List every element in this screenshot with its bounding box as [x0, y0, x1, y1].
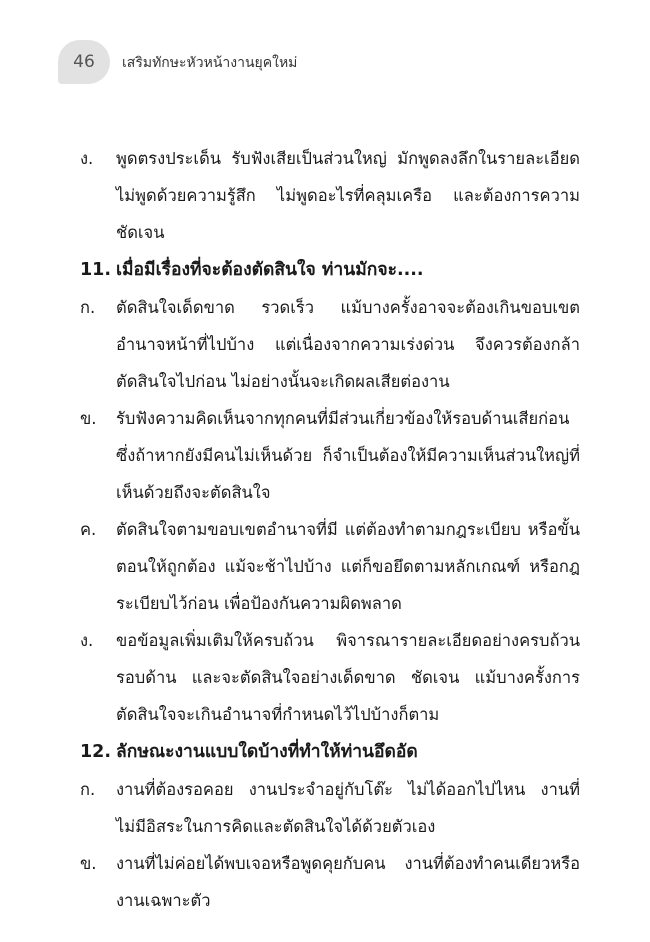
item-marker: ข.: [80, 409, 97, 428]
question-text: ลักษณะงานแบบใดบ้างที่ทำให้ท่านอึดอัด: [116, 742, 418, 762]
item-marker: ก.: [80, 298, 96, 317]
answer-item: [80, 622, 580, 733]
question-number: 11.: [80, 260, 112, 280]
item-text: ขอข้อมูลเพิ่มเติมให้ครบถ้วน พิจารณารายละเอียดอย่างครบถ้วนรอบด้าน และจะตัดสินใจอย่างเด็ดขาด ชัดเจน แม้บางครั้งการตัดสินใจจะเกินอำนาจที่กำหนดไว้ไปบ้างก็ตาม: [116, 631, 580, 724]
item-marker: ง.: [80, 149, 94, 168]
answer-item: [80, 140, 580, 251]
page-number: 46: [73, 52, 95, 72]
item-text: ตัดสินใจเด็ดขาด รวดเร็ว แม้บางครั้งอาจจะต้องเกินขอบเขตอำนาจหน้าที่ไปบ้าง แต่เนื่องจากความเร่งด่วน จึงควรต้องกล้าตัดสินใจไปก่อน ไม่อย่างนั้นจะเกิดผลเสียต่องาน: [116, 298, 580, 391]
page-content: [80, 140, 580, 919]
answer-item: [80, 289, 580, 400]
answer-item: [80, 845, 580, 919]
item-text: ตัดสินใจตามขอบเขตอำนาจที่มี แต่ต้องทำตามกฎระเบียบ หรือขั้นตอนให้ถูกต้อง แม้จะช้าไปบ้าง แต่ก็ขอยึดตามหลักเกณฑ์ หรือกฎระเบียบไว้ก่อน เพื่อป้องกันความผิดพลาด: [116, 520, 580, 613]
item-marker: ข.: [80, 854, 97, 873]
running-title: เสริมทักษะหัวหน้างานยุคใหม่: [122, 55, 298, 71]
question-text: เมื่อมีเรื่องที่จะต้องตัดสินใจ ท่านมักจะ....: [116, 260, 424, 280]
item-marker: ค.: [80, 520, 97, 539]
item-text: งานที่ต้องรอคอย งานประจำอยู่กับโต๊ะ ไม่ได้ออกไปไหน งานที่ไม่มีอิสระในการคิดและตัดสินใจได้ด้วยตัวเอง: [116, 780, 580, 836]
question-heading: [80, 251, 580, 289]
question-number: 12.: [80, 742, 112, 762]
item-marker: ง.: [80, 631, 94, 650]
page-number-badge: [58, 40, 110, 84]
item-text: งานที่ไม่ค่อยได้พบเจอหรือพูดคุยกับคน งานที่ต้องทำคนเดียวหรืองานเฉพาะตัว: [116, 854, 580, 910]
answer-item: [80, 400, 580, 511]
answer-item: [80, 511, 580, 622]
answer-item: [80, 771, 580, 845]
item-text: รับฟังความคิดเห็นจากทุกคนที่มีส่วนเกี่ยวข้องให้รอบด้านเสียก่อน ซึ่งถ้าหากยังมีคนไม่เห็นด้วย ก็จำเป็นต้องให้มีความเห็นส่วนใหญ่ที่เห็นด้วยถึงจะตัดสินใจ: [116, 409, 580, 502]
question-heading: [80, 733, 580, 771]
item-marker: ก.: [80, 780, 96, 799]
item-text: พูดตรงประเด็น รับฟังเสียเป็นส่วนใหญ่ มักพูดลงลึกในรายละเอียด ไม่พูดด้วยความรู้สึก ไม่พูดอะไรที่คลุมเครือ และต้องการความชัดเจน: [116, 149, 580, 242]
